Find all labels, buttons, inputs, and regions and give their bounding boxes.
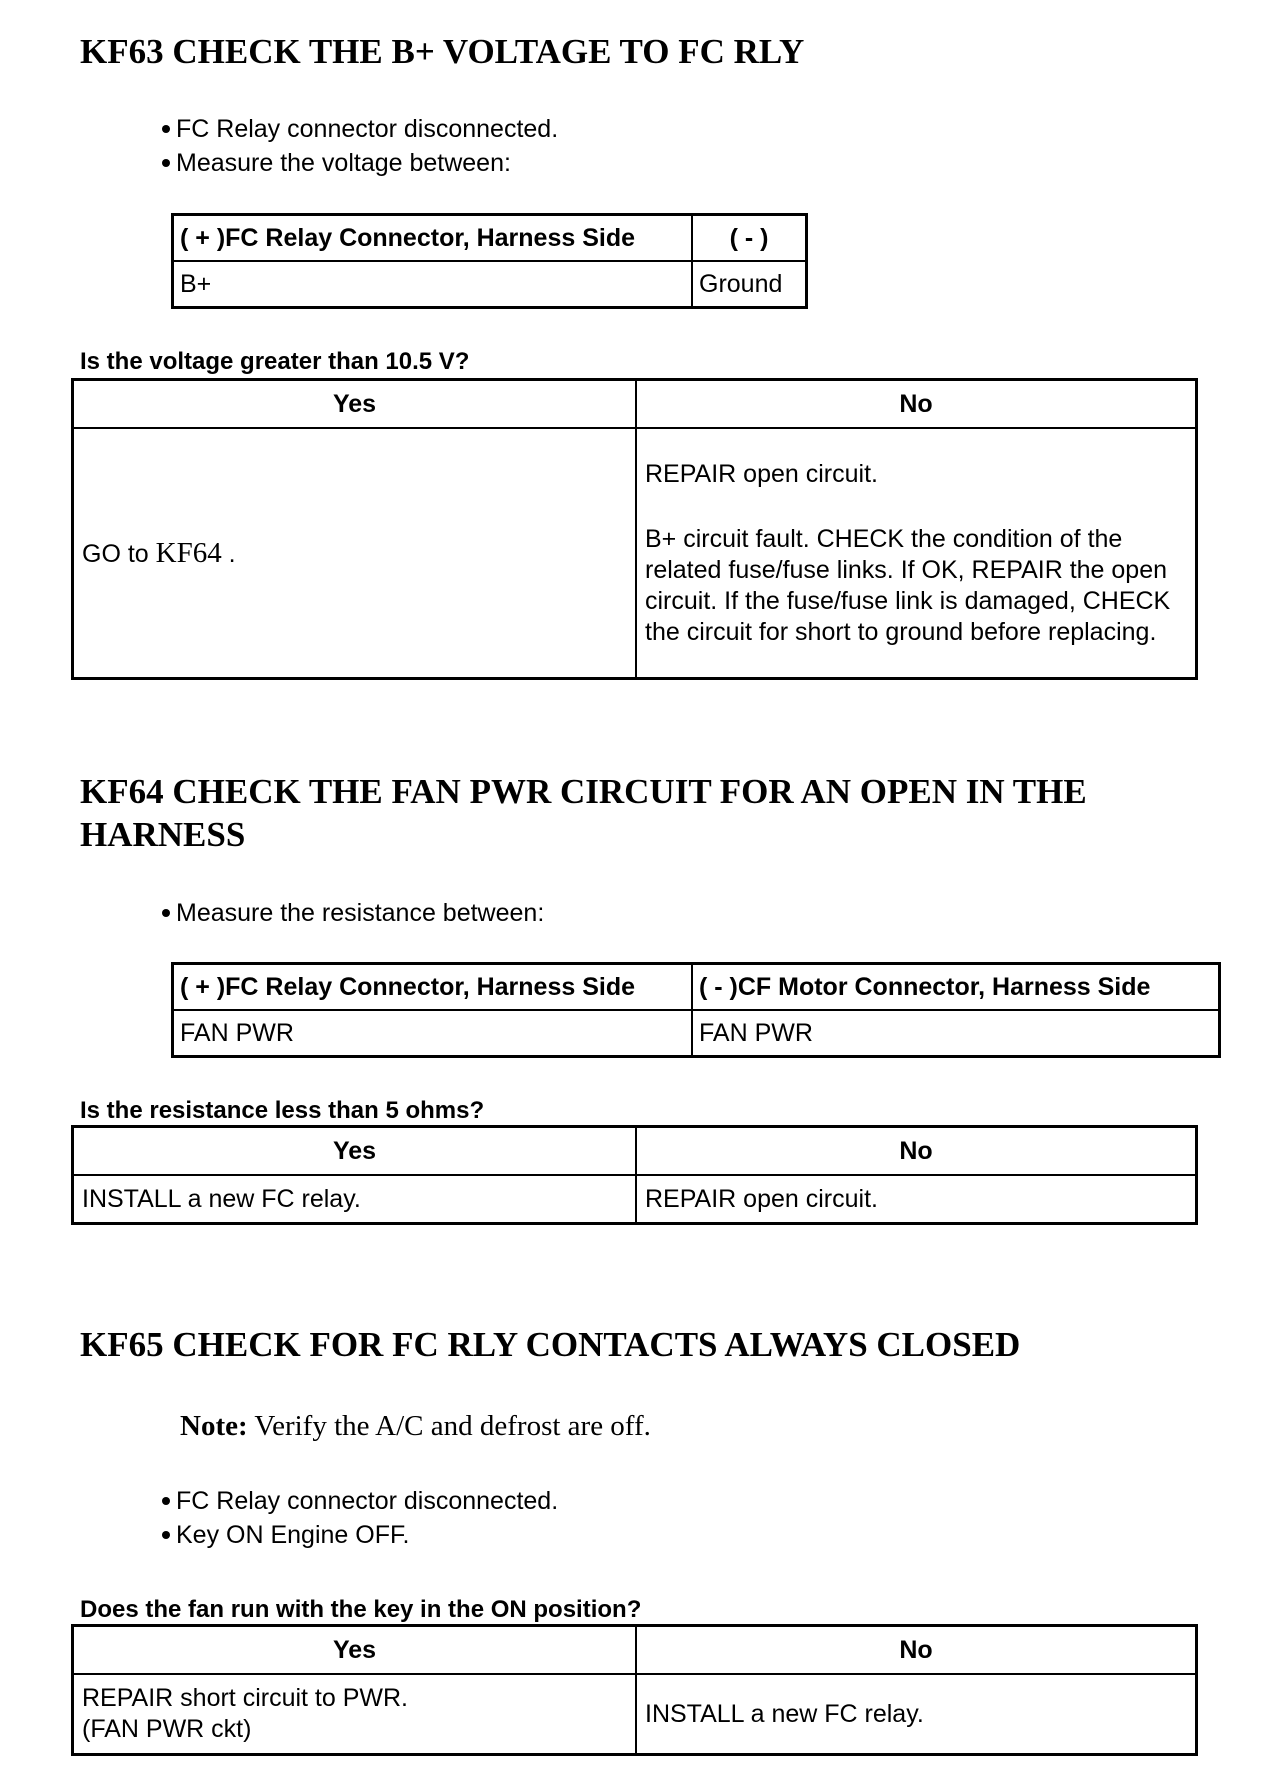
table-cell: B+ bbox=[173, 261, 693, 308]
yes-cell: REPAIR short circuit to PWR. (FAN PWR ckt) bbox=[73, 1674, 637, 1755]
table-header-row bbox=[173, 215, 807, 262]
no-cell: REPAIR open circuit. B+ circuit fault. CHECK the condition of the related fuse/fuse links. If OK, REPAIR the open circuit. If the fuse/fuse link is damaged, CHECK the circuit for short to ground before replacing. bbox=[636, 428, 1197, 679]
table-header-cell: ( - )CF Motor Connector, Harness Side bbox=[692, 964, 1220, 1011]
kf63-bullet-list bbox=[162, 112, 558, 180]
list-item: Key ON Engine OFF. bbox=[162, 1518, 558, 1552]
table-header-row bbox=[73, 1127, 1197, 1176]
kf64-bullet-list bbox=[162, 896, 544, 930]
list-item: Measure the voltage between: bbox=[162, 146, 558, 180]
list-item: FC Relay connector disconnected. bbox=[162, 112, 558, 146]
kf64-result-table bbox=[71, 1125, 1198, 1225]
kf64-measurement-table bbox=[171, 962, 1221, 1058]
no-cell: REPAIR open circuit. bbox=[636, 1175, 1197, 1224]
table-header-row bbox=[173, 964, 1220, 1011]
list-item: Measure the resistance between: bbox=[162, 896, 544, 930]
list-item: FC Relay connector disconnected. bbox=[162, 1484, 558, 1518]
table-row bbox=[173, 1010, 1220, 1057]
yes-cell: GO to KF64 . bbox=[73, 428, 637, 679]
kf64-question: Is the resistance less than 5 ohms? bbox=[80, 1097, 485, 1124]
kf65-note bbox=[180, 1410, 651, 1443]
no-header: No bbox=[636, 1626, 1197, 1675]
yes-header: Yes bbox=[73, 1626, 637, 1675]
note-text: Verify the A/C and defrost are off. bbox=[247, 1410, 651, 1442]
table-header-row bbox=[73, 1626, 1197, 1675]
kf64-link[interactable]: KF64 bbox=[155, 536, 222, 569]
table-cell: FAN PWR bbox=[173, 1010, 693, 1057]
bullet-icon bbox=[162, 159, 170, 167]
kf63-result-table bbox=[71, 378, 1198, 680]
yes-header: Yes bbox=[73, 380, 637, 429]
kf65-question: Does the fan run with the key in the ON position? bbox=[80, 1596, 642, 1623]
table-row bbox=[173, 261, 807, 308]
note-label: Note: bbox=[180, 1410, 248, 1442]
table-row bbox=[73, 1175, 1197, 1224]
table-header-cell: ( - ) bbox=[692, 215, 807, 262]
table-row bbox=[73, 1674, 1197, 1755]
kf63-title: KF63 CHECK THE B+ VOLTAGE TO FC RLY bbox=[80, 32, 805, 71]
bullet-icon bbox=[162, 909, 170, 917]
table-cell: FAN PWR bbox=[692, 1010, 1220, 1057]
kf65-bullet-list bbox=[162, 1484, 558, 1552]
table-row bbox=[73, 428, 1197, 679]
table-header-row bbox=[73, 380, 1197, 429]
kf65-result-table bbox=[71, 1624, 1198, 1756]
table-header-cell: ( + )FC Relay Connector, Harness Side bbox=[173, 964, 693, 1011]
no-cell: INSTALL a new FC relay. bbox=[636, 1674, 1197, 1755]
kf64-title: KF64 CHECK THE FAN PWR CIRCUIT FOR AN OPEN IN THE HARNESS bbox=[80, 772, 1087, 854]
no-header: No bbox=[636, 380, 1197, 429]
bullet-icon bbox=[162, 125, 170, 133]
table-cell: Ground bbox=[692, 261, 807, 308]
yes-cell: INSTALL a new FC relay. bbox=[73, 1175, 637, 1224]
no-header: No bbox=[636, 1127, 1197, 1176]
kf63-question: Is the voltage greater than 10.5 V? bbox=[80, 348, 470, 375]
kf65-title: KF65 CHECK FOR FC RLY CONTACTS ALWAYS CLOSED bbox=[80, 1325, 1021, 1364]
yes-header: Yes bbox=[73, 1127, 637, 1176]
bullet-icon bbox=[162, 1497, 170, 1505]
table-header-cell: ( + )FC Relay Connector, Harness Side bbox=[173, 215, 693, 262]
kf63-measurement-table bbox=[171, 213, 808, 309]
bullet-icon bbox=[162, 1531, 170, 1539]
